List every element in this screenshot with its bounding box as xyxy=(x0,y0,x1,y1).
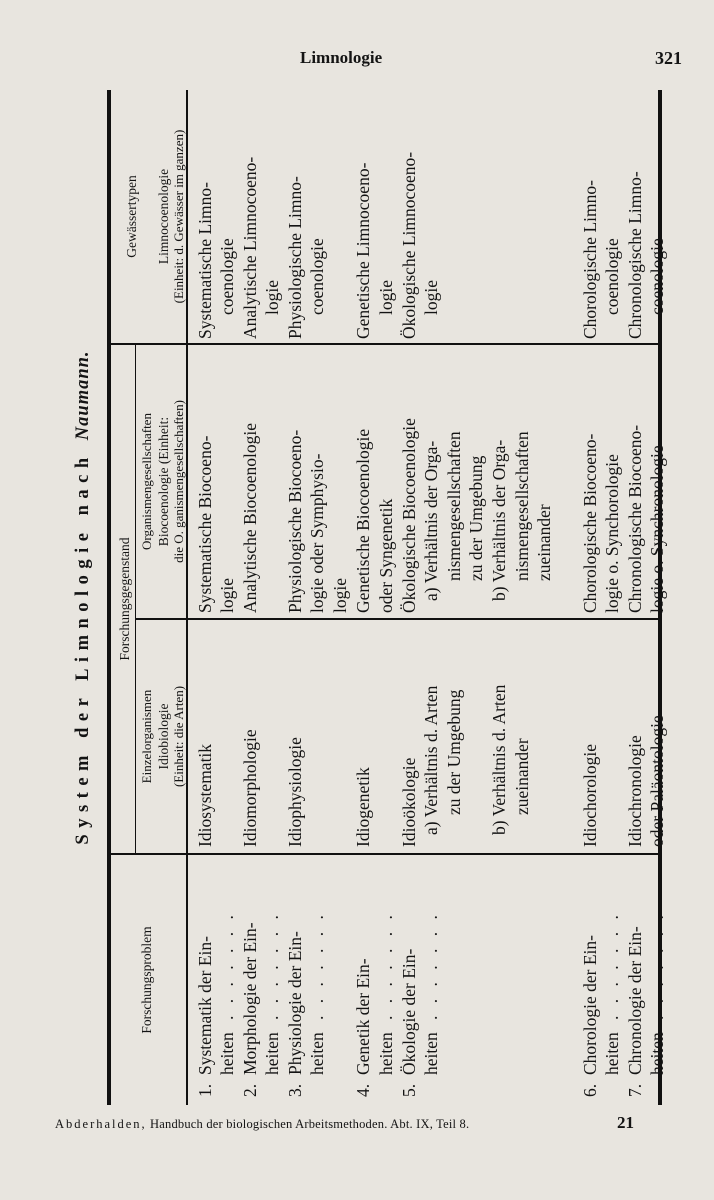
problem-row-6-title: Chorologie der Ein- xyxy=(580,935,600,1075)
problem-row-3-dots: . . . . . . . xyxy=(307,911,327,1020)
header-idiobiologie: Idiobiologie xyxy=(156,703,171,770)
idio-row-5a-continuation: zu der Umgebung xyxy=(444,689,464,815)
limno-row-6: Chorologische Limno- xyxy=(580,180,600,339)
limno-row-7: Chronologische Limno- xyxy=(625,171,645,339)
bio-row-4: Genetische Biocoenologie xyxy=(353,428,373,613)
problem-row-6-number: 6. xyxy=(580,1083,600,1097)
problem-row-5-continuation: heiten xyxy=(421,1032,441,1075)
problem-row-4-title: Genetik der Ein- xyxy=(353,958,373,1075)
problem-row-4-dots: . . . . . . . xyxy=(376,911,396,1020)
problem-row-4-continuation: heiten xyxy=(376,1032,396,1075)
idio-row-1: Idiosystematik xyxy=(195,743,215,847)
problem-row-1-continuation: heiten xyxy=(217,1032,237,1075)
problem-row-2-number: 2. xyxy=(240,1083,260,1097)
running-title: Limnologie xyxy=(300,48,383,67)
header-biocoenologie: Biocoenologie (Einheit: xyxy=(156,416,171,547)
header-idiobiologie-unit: (Einheit: die Arten) xyxy=(171,685,186,788)
idio-row-5a: a) Verhältnis d. Arten xyxy=(421,685,441,835)
bio-row-5a: a) Verhältnis der Orga- xyxy=(421,440,441,601)
bio-row-7-continuation: logie o. Synchronologie xyxy=(647,445,667,613)
limno-row-3: Physiologische Limno- xyxy=(285,176,305,339)
problem-row-3-number: 3. xyxy=(285,1083,305,1097)
limno-row-2: Analytische Limnocoeno- xyxy=(240,156,260,339)
footer-author: Abderhalden, xyxy=(55,1117,147,1131)
problem-row-2-continuation: heiten xyxy=(262,1032,282,1075)
problem-row-7-title: Chronologie der Ein- xyxy=(625,926,645,1075)
problem-row-5-dots: . . . . . . . xyxy=(421,911,441,1020)
problem-row-6-dots: . . . . . . . xyxy=(602,911,622,1020)
bio-row-6: Chorologische Biocoeno- xyxy=(580,433,600,613)
idio-row-7-continuation: oder Paläontologie xyxy=(647,715,667,847)
header-biocoenologie-unit: die O. ganismengesellschaften) xyxy=(171,400,186,563)
signature-mark: 21 xyxy=(617,1113,634,1132)
bio-row-5b-continuation-1: nismengesellschaften xyxy=(512,431,532,581)
limno-row-7-continuation: coenologie xyxy=(647,238,667,315)
problem-row-7-number: 7. xyxy=(625,1083,645,1097)
header-limnocoenologie-unit: (Einheit: d. Gewässer im ganzen) xyxy=(171,129,186,304)
column-rule-2 xyxy=(136,618,660,620)
header-limnocoenologie: Limnocoenologie xyxy=(156,168,171,265)
problem-row-6-continuation: heiten xyxy=(602,1032,622,1075)
idio-row-5: Idioökologie xyxy=(399,757,419,847)
limno-row-4: Genetische Limnocoeno- xyxy=(353,162,373,339)
subheader-rule xyxy=(135,343,136,855)
header-gegenstand: Forschungsgegenstand xyxy=(117,537,132,661)
limno-row-4-continuation: logie xyxy=(376,280,396,315)
idio-row-3: Idiophysiologie xyxy=(285,737,305,847)
problem-row-1-number: 1. xyxy=(195,1083,215,1097)
caption-author: Naumann. xyxy=(73,350,93,441)
rotated-table xyxy=(59,90,674,1105)
caption-text: System der Limnologie nach xyxy=(73,451,93,845)
bio-row-3-continuation-1: logie oder Symphysio- xyxy=(307,453,327,613)
problem-row-7-continuation: heiten xyxy=(647,1032,667,1075)
bio-row-5: Ökologische Biocoenologie xyxy=(399,418,419,613)
limno-row-5-continuation: logie xyxy=(421,280,441,315)
footer-title: Handbuch der biologischen Arbeitsmethoden. Abt. IX, Teil 8. xyxy=(150,1117,470,1131)
bio-row-5a-continuation-1: nismengesellschaften xyxy=(444,431,464,581)
page-footer xyxy=(55,1113,665,1153)
idio-row-7: Idiochronologie xyxy=(625,735,645,847)
limno-row-2-continuation: logie xyxy=(262,280,282,315)
page-header xyxy=(0,40,714,80)
limno-row-5: Ökologische Limnocoeno- xyxy=(399,151,419,339)
problem-row-1-title: Systematik der Ein- xyxy=(195,935,215,1075)
page-number: 321 xyxy=(655,48,682,68)
limno-row-6-continuation: coenologie xyxy=(602,238,622,315)
header-gewaessertypen: Gewässertypen xyxy=(124,175,139,258)
bio-row-1-continuation: logie xyxy=(217,578,237,613)
bio-row-3-continuation-2: logie xyxy=(330,578,350,613)
header-gesellschaften: Organismengesellschaften xyxy=(139,413,154,550)
limno-row-3-continuation: coenologie xyxy=(307,238,327,315)
header-rule xyxy=(186,90,188,1105)
idio-row-6: Idiochorologie xyxy=(580,743,600,847)
limno-row-1: Systematische Limno- xyxy=(195,182,215,339)
problem-row-5-title: Ökologie der Ein- xyxy=(399,948,419,1075)
idio-row-4: Idiogenetik xyxy=(353,767,373,847)
bio-row-5a-continuation-2: zu der Umgebung xyxy=(466,455,486,581)
problem-row-2-dots: . . . . . . . xyxy=(262,911,282,1020)
problem-row-3-title: Physiologie der Ein- xyxy=(285,931,305,1075)
header-einzelorganismen: Einzelorganismen xyxy=(139,689,154,784)
footer-citation xyxy=(55,1117,469,1132)
problem-row-2-title: Morphologie der Ein- xyxy=(240,922,260,1075)
idio-row-5b-continuation: zueinander xyxy=(512,738,532,815)
problem-row-7-dots: . . . . . . . xyxy=(647,911,667,1020)
bio-row-3: Physiologische Biocoeno- xyxy=(285,429,305,613)
limno-row-1-continuation: coenologie xyxy=(217,238,237,315)
bio-row-7: Chronologische Biocoeno- xyxy=(625,424,645,613)
column-rule-3 xyxy=(110,343,660,345)
problem-row-3-continuation: heiten xyxy=(307,1032,327,1075)
bio-row-6-continuation: logie o. Synchorologie xyxy=(602,454,622,613)
table-caption xyxy=(59,90,107,1105)
bio-row-1: Systematische Biocoeno- xyxy=(195,435,215,613)
problem-row-5-number: 5. xyxy=(399,1083,419,1097)
bio-row-2: Analytische Biocoenologie xyxy=(240,422,260,613)
idio-row-5b: b) Verhältnis d. Arten xyxy=(489,684,509,835)
idio-row-2: Idiomorphologie xyxy=(240,729,260,847)
problem-row-4-number: 4. xyxy=(353,1083,373,1097)
bio-row-5b-continuation-2: zueinander xyxy=(534,504,554,581)
top-rule xyxy=(107,90,111,1105)
bio-row-5b: b) Verhältnis der Orga- xyxy=(489,439,509,601)
problem-row-1-dots: . . . . . . . xyxy=(217,911,237,1020)
bio-row-4-continuation: oder Syngenetik xyxy=(376,498,396,613)
column-rule-1 xyxy=(110,853,660,855)
header-problem: Forschungsproblem xyxy=(139,926,154,1034)
